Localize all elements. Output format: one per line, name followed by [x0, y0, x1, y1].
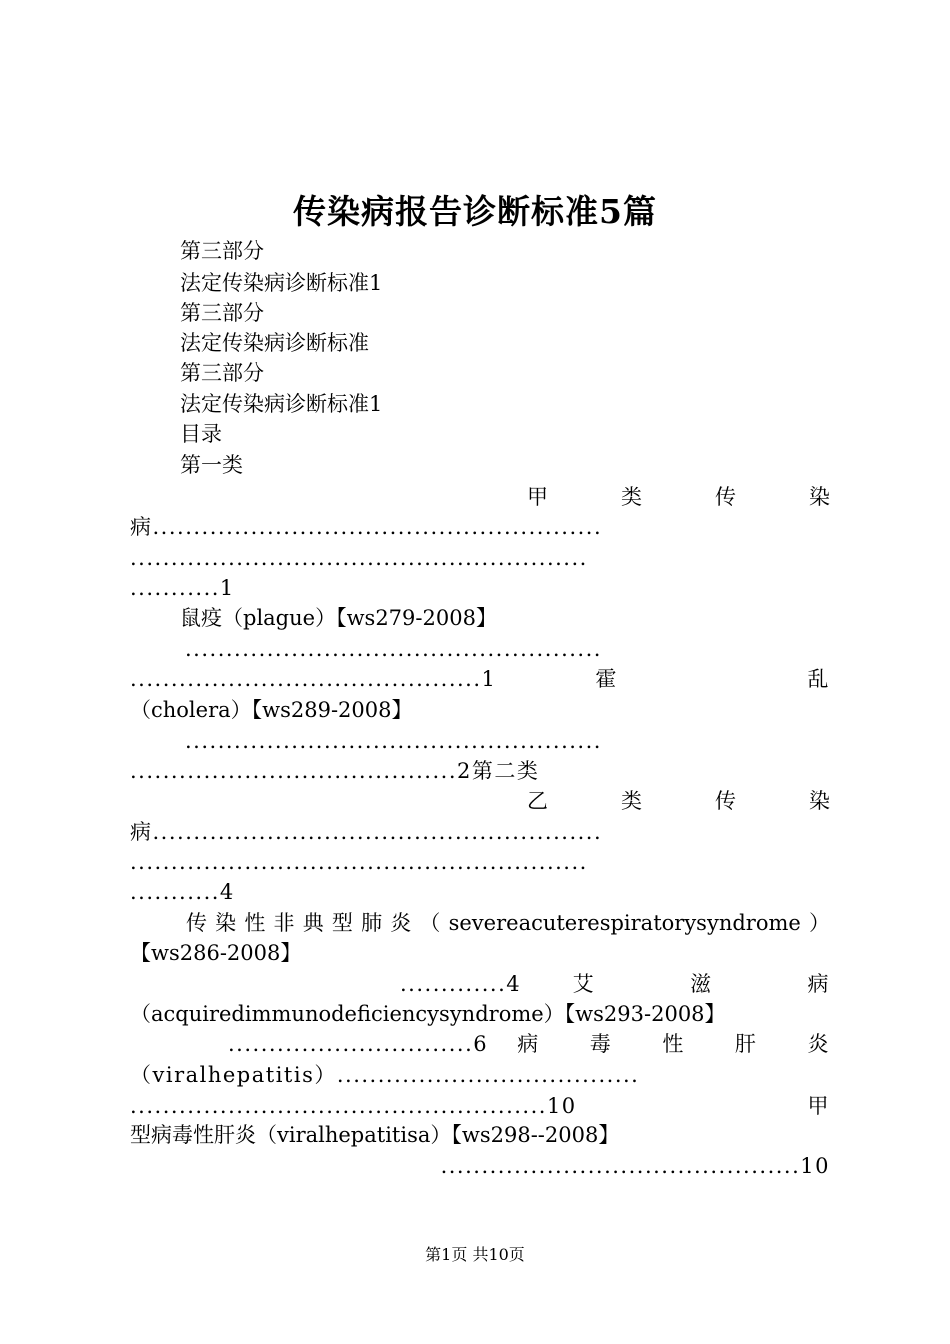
toc-entry-cholera: （cholera）【ws289-2008】: [130, 698, 413, 722]
toc-page-number-line: ...........1: [130, 576, 235, 600]
text-line: 目录: [180, 422, 222, 446]
text-line: 法定传染病诊断标准: [180, 331, 369, 355]
toc-leader-line: ..............................6 病 毒 性 肝 炎: [228, 1032, 830, 1056]
toc-leader-line: ........................................................: [130, 546, 588, 570]
text-line: 第三部分: [180, 239, 264, 263]
toc-leader-line: ...................................................: [185, 637, 602, 661]
toc-leader-line: 病.......................................................: [130, 515, 603, 539]
toc-entry-viral-hepatitis: （viralhepatitis）.....................................: [130, 1063, 640, 1087]
text-line: 第一类: [180, 453, 243, 477]
text-line: 第三部分: [180, 301, 264, 325]
toc-entry-hepatitis-a: 型病毒性肝炎（viralhepatitisa）【ws298--2008】: [130, 1123, 620, 1147]
toc-entry-plague: 鼠疫（plague）【ws279-2008】: [180, 606, 497, 630]
toc-leader-line: ...................................................: [185, 729, 602, 753]
toc-leader-line: ...................................................10 甲: [130, 1094, 830, 1118]
toc-leader-line: 病.......................................................: [130, 820, 603, 844]
document-title: 传染病报告诊断标准5篇: [293, 192, 657, 231]
toc-entry-sars: 传染性非典型肺炎（severeacuterespiratorysyndrome）: [186, 911, 830, 935]
toc-heading-part2: 乙 类 传 染: [527, 789, 830, 813]
text-line: 法定传染病诊断标准1: [180, 392, 383, 416]
toc-entry-code: 【ws286-2008】: [130, 941, 302, 965]
toc-leader-line: ............................................10: [440, 1154, 830, 1178]
toc-heading-part1: 甲 类 传 染: [527, 485, 830, 509]
toc-leader-line: ...........................................1 霍 乱: [130, 667, 830, 691]
text-line: 第三部分: [180, 361, 264, 385]
page-footer: 第1页 共10页: [425, 1245, 525, 1264]
toc-leader-line: .............4 艾 滋 病: [400, 972, 830, 996]
toc-page-number-line: ...........4: [130, 880, 235, 904]
toc-leader-line: ........................................................: [130, 850, 588, 874]
text-line: 法定传染病诊断标准1: [180, 271, 383, 295]
toc-entry-aids: （acquiredimmunodeficiencysyndrome）【ws293-2008】: [130, 1002, 726, 1026]
toc-leader-line: ........................................2第二类: [130, 759, 540, 783]
